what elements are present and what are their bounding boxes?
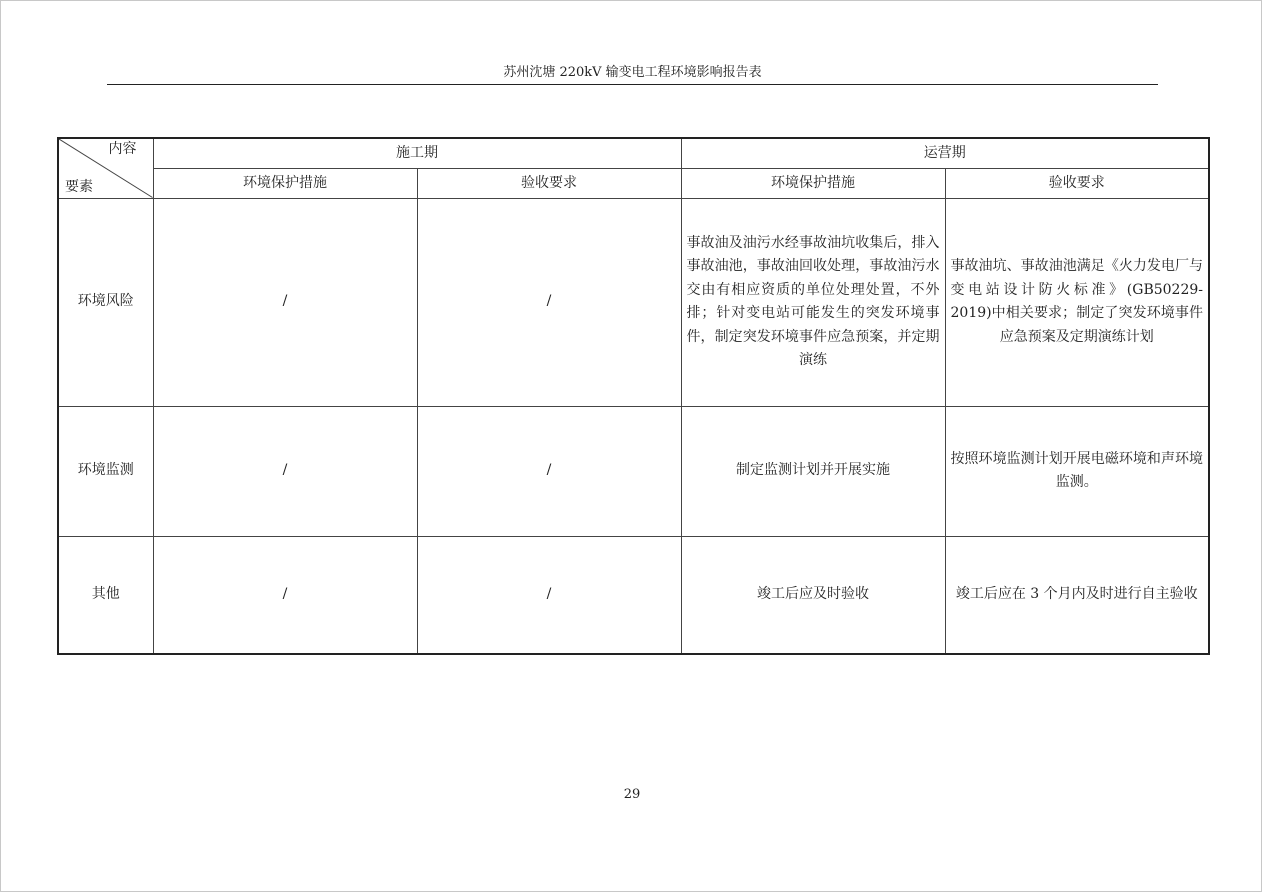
table-header-row — [58, 138, 1209, 168]
subheader-cell: 验收要求 — [945, 168, 1209, 198]
table-cell: 事故油及油污水经事故油坑收集后，排入事故油池，事故油回收处理，事故油污水交由有相应资质的单位处理处置，不外排；针对变电站可能发生的突发环境事件，制定突发环境事件应急预案，并定期演练 — [681, 198, 945, 406]
subheader-cell: 环境保护措施 — [681, 168, 945, 198]
diagonal-corner-cell — [58, 138, 153, 198]
subheader-cell: 环境保护措施 — [153, 168, 417, 198]
table-cell: / — [153, 536, 417, 654]
table-cell: / — [153, 198, 417, 406]
table-cell: / — [417, 406, 681, 536]
table-cell: 事故油坑、事故油池满足《火力发电厂与变电站设计防火标准》(GB50229-2019)中相关要求；制定了突发环境事件应急预案及定期演练计划 — [945, 198, 1209, 406]
subheader-cell: 验收要求 — [417, 168, 681, 198]
table-cell: 按照环境监测计划开展电磁环境和声环境监测。 — [945, 406, 1209, 536]
table-cell: / — [153, 406, 417, 536]
page-number: 29 — [623, 787, 641, 802]
table-cell: 制定监测计划并开展实施 — [681, 406, 945, 536]
table-cell: 竣工后应及时验收 — [681, 536, 945, 654]
table-subheader-row — [58, 168, 1209, 198]
header-rule — [107, 84, 1158, 85]
period-header-operation: 运营期 — [681, 138, 1209, 168]
table-row — [58, 406, 1209, 536]
period-header-construction: 施工期 — [153, 138, 681, 168]
table-cell: / — [417, 198, 681, 406]
table-cell: 竣工后应在 3 个月内及时进行自主验收 — [945, 536, 1209, 654]
row-element-label: 环境监测 — [58, 406, 153, 536]
row-element-label: 环境风险 — [58, 198, 153, 406]
table-row — [58, 536, 1209, 654]
measures-table — [57, 137, 1210, 655]
row-element-label: 其他 — [58, 536, 153, 654]
corner-label-element: 要素 — [65, 178, 93, 195]
table-cell: / — [417, 536, 681, 654]
page-header-title: 苏州沈塘 220kV 输变电工程环境影响报告表 — [503, 65, 762, 80]
table-row — [58, 198, 1209, 406]
corner-label-content: 内容 — [108, 141, 137, 157]
